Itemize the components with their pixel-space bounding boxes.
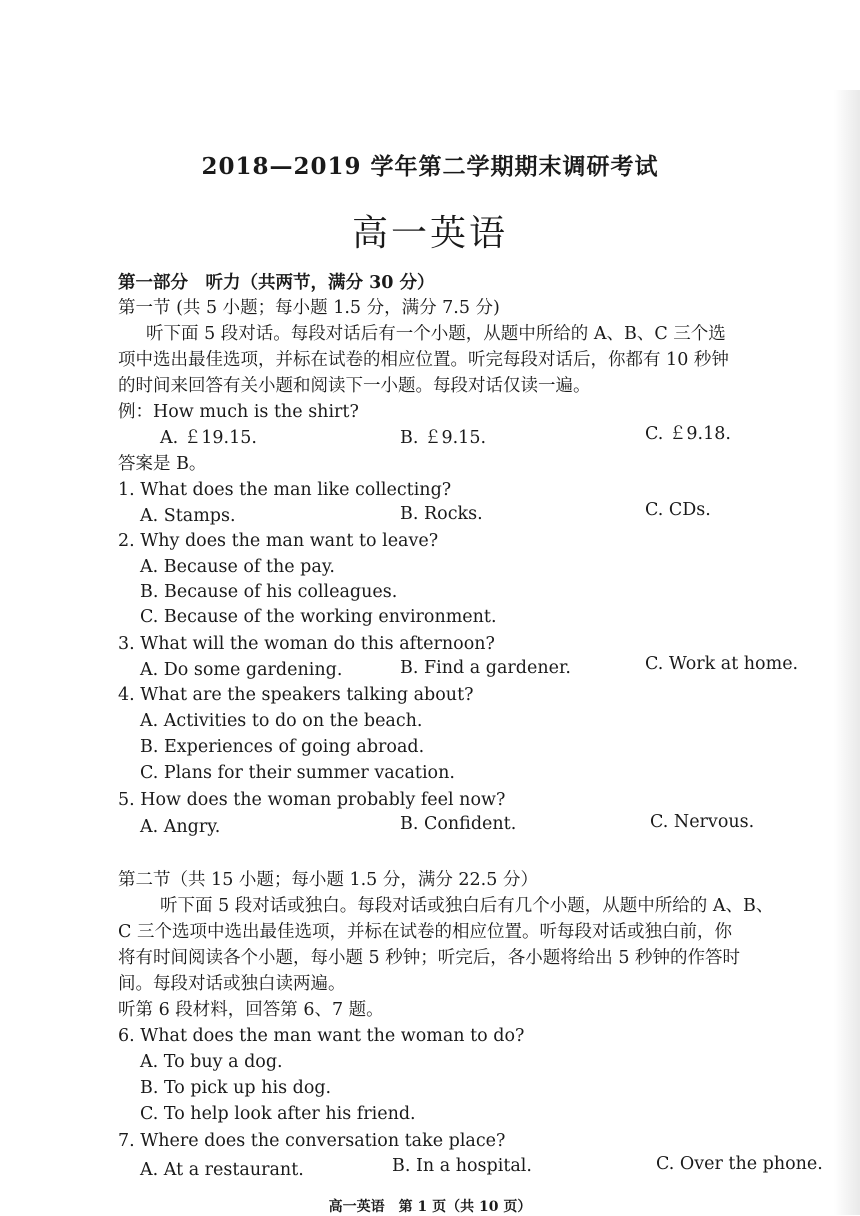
q3-option-a: A. Do some gardening. <box>140 660 343 680</box>
section1-heading: 第一节 (共 5 小题；每小题 1.5 分，满分 7.5 分) <box>118 298 500 318</box>
page-footer: 高一英语 第 1 页（共 10 页） <box>328 1199 532 1215</box>
q3-option-b: B. Find a gardener. <box>400 658 571 678</box>
q1-option-b: B. Rocks. <box>400 504 483 524</box>
page-edge-shadow <box>834 90 860 1215</box>
example-option-c: C. ￡9.18. <box>645 424 731 444</box>
q4-option-c: C. Plans for their summer vacation. <box>140 763 455 783</box>
section2-heading: 第二节（共 15 小题；每小题 1.5 分，满分 22.5 分） <box>118 870 538 890</box>
section1-instruction-line: 项中选出最佳选项，并标在试卷的相应位置。听完每段对话后，你都有 10 秒钟 <box>118 350 729 370</box>
question-3: 3. What will the woman do this afternoon? <box>118 634 495 654</box>
example-option-b: B. ￡9.15. <box>400 428 487 448</box>
section1-instruction-line: 听下面 5 段对话。每段对话后有一个小题，从题中所给的 A、B、C 三个选 <box>146 324 726 344</box>
q7-option-a: A. At a restaurant. <box>140 1160 304 1180</box>
question-2: 2. Why does the man want to leave? <box>118 531 439 551</box>
question-4: 4. What are the speakers talking about? <box>118 685 474 705</box>
q6-option-b: B. To pick up his dog. <box>140 1078 332 1098</box>
q5-option-a: A. Angry. <box>140 817 221 837</box>
q5-option-c: C. Nervous. <box>650 812 755 832</box>
q5-option-b: B. Confident. <box>400 814 517 834</box>
q3-option-c: C. Work at home. <box>645 654 799 674</box>
exam-title: 2018—2019 学年第二学期期末调研考试 <box>201 153 659 180</box>
q4-option-a: A. Activities to do on the beach. <box>140 711 423 731</box>
q1-option-a: A. Stamps. <box>140 506 236 526</box>
q4-option-b: B. Experiences of going abroad. <box>140 737 425 757</box>
q2-option-c: C. Because of the working environment. <box>140 607 497 627</box>
example-answer: 答案是 B。 <box>118 454 207 474</box>
q7-option-b: B. In a hospital. <box>392 1156 532 1176</box>
question-1: 1. What does the man like collecting? <box>118 480 452 500</box>
question-7: 7. Where does the conversation take place? <box>118 1131 506 1151</box>
section2-instruction-line: C 三个选项中选出最佳选项，并标在试卷的相应位置。听每段对话或独白前，你 <box>118 922 732 942</box>
question-5: 5. How does the woman probably feel now? <box>118 790 506 810</box>
section1-instruction-line: 的时间来回答有关小题和阅读下一小题。每段对话仅读一遍。 <box>118 376 591 396</box>
q6-option-c: C. To help look after his friend. <box>140 1104 416 1124</box>
section2-instruction-line: 将有时间阅读各个小题，每小题 5 秒钟；听完后，各小题将给出 5 秒钟的作答时 <box>118 948 741 968</box>
q6-option-a: A. To buy a dog. <box>140 1052 283 1072</box>
section2-instruction-line: 间。每段对话或独白读两遍。 <box>118 974 346 994</box>
example-option-a: A. ￡19.15. <box>160 428 257 448</box>
part1-heading: 第一部分 听力（共两节，满分 30 分） <box>118 273 435 293</box>
material-note: 听第 6 段材料，回答第 6、7 题。 <box>118 1000 384 1020</box>
example-question: 例：How much is the shirt? <box>118 402 359 422</box>
question-6: 6. What does the man want the woman to do? <box>118 1026 525 1046</box>
q2-option-b: B. Because of his colleagues. <box>140 582 398 602</box>
q7-option-c: C. Over the phone. <box>656 1154 823 1174</box>
subject-title: 高一英语 <box>351 213 508 254</box>
section2-instruction-line: 听下面 5 段对话或独白。每段对话或独白后有几个小题，从题中所给的 A、B、 <box>160 896 774 916</box>
q2-option-a: A. Because of the pay. <box>140 557 335 577</box>
q1-option-c: C. CDs. <box>645 500 711 520</box>
